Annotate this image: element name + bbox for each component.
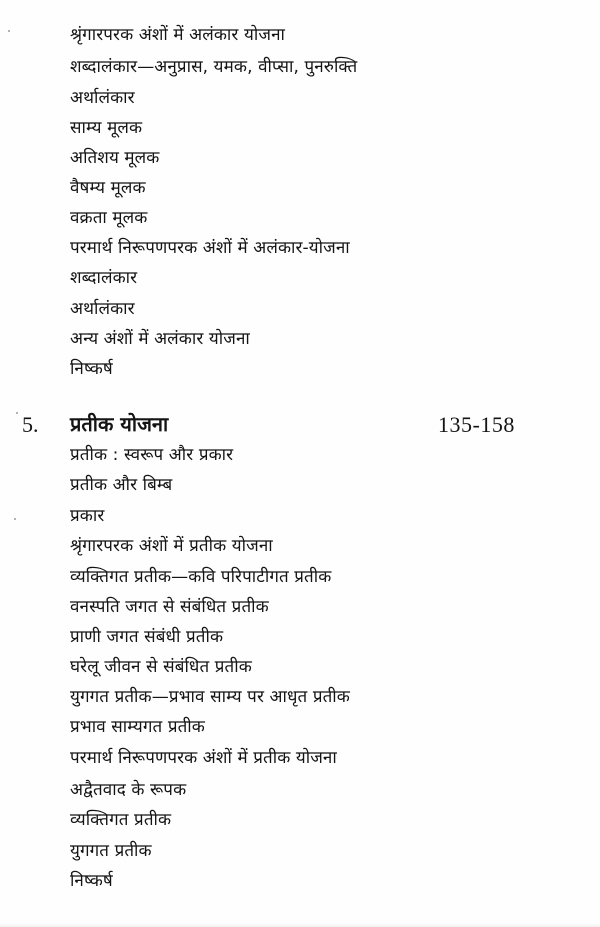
toc-entry: युगगत प्रतीक—प्रभाव साम्य पर आधृत प्रतीक — [70, 687, 350, 707]
toc-entry: प्रतीक और बिम्ब — [70, 475, 173, 495]
toc-entry: युगगत प्रतीक — [70, 841, 152, 861]
scan-speck — [14, 518, 16, 520]
toc-entry: वक्रता मूलक — [70, 208, 148, 228]
toc-entry: अर्थालंकार — [70, 88, 135, 108]
toc-entry: अर्थालंकार — [70, 299, 135, 319]
toc-entry: अतिशय मूलक — [70, 148, 160, 168]
toc-entry: निष्कर्ष — [70, 359, 113, 379]
chapter-title: प्रतीक योजना — [70, 412, 169, 436]
chapter-heading-row — [0, 411, 600, 439]
toc-entry: प्रकार — [70, 506, 105, 526]
toc-entry: परमार्थ निरूपणपरक अंशों में अलंकार-योजना — [70, 238, 350, 258]
scan-speck — [8, 30, 10, 32]
toc-entry: परमार्थ निरूपणपरक अंशों में प्रतीक योजना — [70, 748, 337, 768]
scan-speck — [16, 412, 18, 414]
toc-entry: साम्य मूलक — [70, 118, 143, 138]
toc-entry: प्रतीक : स्वरूप और प्रकार — [70, 445, 234, 465]
toc-entry: वैषम्य मूलक — [70, 178, 146, 198]
toc-entry: अद्वैतवाद के रूपक — [70, 780, 187, 800]
toc-entry: अन्य अंशों में अलंकार योजना — [70, 329, 250, 349]
chapter-page-range: 135-158 — [438, 412, 515, 437]
toc-entry: घरेलू जीवन से संबंधित प्रतीक — [70, 657, 252, 677]
toc-entry: प्रभाव साम्यगत प्रतीक — [70, 717, 205, 737]
scan-edge-shadow — [0, 923, 600, 927]
toc-entry: श्रृंगारपरक अंशों में प्रतीक योजना — [70, 536, 273, 556]
toc-entry: शब्दालंकार — [70, 268, 138, 288]
toc-entry: निष्कर्ष — [70, 871, 113, 891]
toc-entry: व्यक्तिगत प्रतीक — [70, 810, 172, 830]
toc-entry: वनस्पति जगत से संबंधित प्रतीक — [70, 597, 269, 617]
toc-entry: शब्दालंकार—अनुप्रास, यमक, वीप्सा, पुनरुक्ति — [70, 57, 358, 77]
toc-entry: श्रृंगारपरक अंशों में अलंकार योजना — [70, 25, 286, 45]
chapter-number: 5. — [22, 412, 39, 437]
toc-entry: व्यक्तिगत प्रतीक—कवि परिपाटीगत प्रतीक — [70, 567, 332, 587]
toc-entry: प्राणी जगत संबंधी प्रतीक — [70, 627, 224, 647]
